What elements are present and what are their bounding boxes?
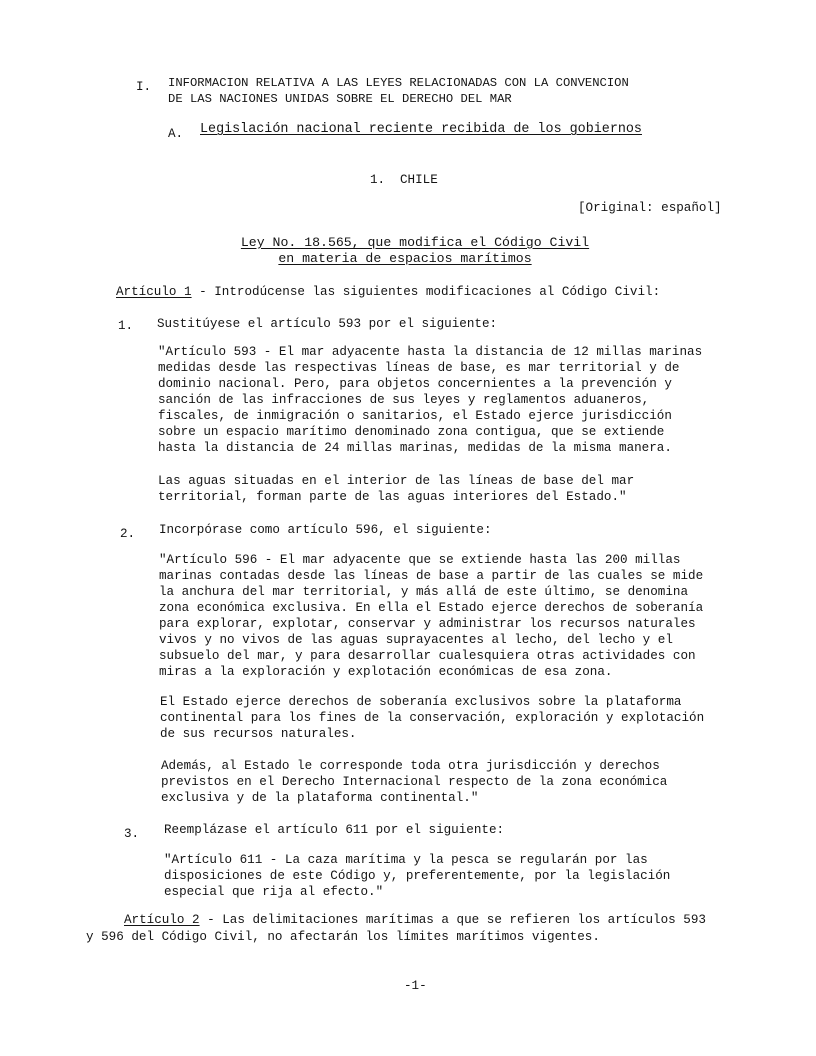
item-1-quote-line: sobre un espacio marítimo denominado zona contigua, que se extiende	[158, 425, 665, 439]
item-2-para3-line: previstos en el Derecho Internacional respecto de la zona económica	[161, 775, 668, 789]
item-3-quote-line: disposiciones de este Código y, preferentemente, por la legislación	[164, 869, 671, 883]
item-1-quote-line: medidas desde las respectivas líneas de base, es mar territorial y de	[158, 361, 680, 375]
item-2-heading: Incorpórase como artículo 596, el siguiente:	[159, 523, 492, 537]
item-1-quote-line: dominio nacional. Pero, para objetos concernientes a la prevención y	[158, 377, 672, 391]
item-1-quote-line: sanción de las infracciones de sus leyes y reglamentos aduaneros,	[158, 393, 650, 407]
article-2-label: Artículo 2	[124, 913, 200, 927]
article-2-text: - Las delimitaciones marítimas a que se refieren los artículos 593	[199, 913, 706, 927]
item-2-quote-line: para explorar, explotar, conservar y administrar los recursos naturales	[159, 617, 696, 631]
item-1-quote-line: fiscales, de inmigración o sanitarios, el Estado ejerce jurisdicción	[158, 409, 672, 423]
country-number: 1.	[370, 173, 386, 187]
item-1-para2-line: territorial, forman parte de las aguas interiores del Estado."	[158, 490, 627, 504]
section-title-line-2: DE LAS NACIONES UNIDAS SOBRE EL DERECHO DEL MAR	[168, 92, 512, 106]
item-2-quote-line: subsuelo del mar, y para desarrollar cualesquiera otras actividades con	[159, 649, 696, 663]
item-3-quote-line: especial que rija al efecto."	[164, 885, 384, 899]
item-2-para2-line: continental para los fines de la conservación, exploración y explotación	[160, 711, 705, 725]
item-1-heading: Sustitúyese el artículo 593 por el siguiente:	[157, 317, 498, 331]
item-1-number: 1.	[118, 319, 134, 333]
item-1-para2-line: Las aguas situadas en el interior de las líneas de base del mar	[158, 474, 635, 488]
subsection-letter: A.	[168, 127, 184, 141]
item-1-quote-line: "Artículo 593 - El mar adyacente hasta la distancia de 12 millas marinas	[158, 345, 703, 359]
item-3-quote-line: "Artículo 611 - La caza marítima y la pesca se regularán por las	[164, 853, 648, 867]
item-2-para2-line: El Estado ejerce derechos de soberanía exclusivos sobre la plataforma	[160, 695, 682, 709]
subsection-title: Legislación nacional reciente recibida de los gobiernos	[200, 122, 642, 137]
item-2-para3-line: Además, al Estado le corresponde toda otra jurisdicción y derechos	[161, 759, 660, 773]
item-2-quote-line: zona económica exclusiva. En ella el Estado ejerce derechos de soberanía	[159, 601, 704, 615]
article-1-label: Artículo 1	[116, 285, 192, 299]
page-number: -1-	[404, 979, 427, 993]
section-title-line-1: INFORMACION RELATIVA A LAS LEYES RELACIONADAS CON LA CONVENCION	[168, 76, 629, 90]
original-language-note: [Original: español]	[578, 201, 722, 215]
item-2-quote-line: vivos y no vivos de las aguas suprayacentes al lecho, del lecho y el	[159, 633, 673, 647]
item-2-quote-line: miras a la exploración y explotación económicas de esa zona.	[159, 665, 613, 679]
item-1-quote-line: hasta la distancia de 24 millas marinas, medidas de la misma manera.	[158, 441, 672, 455]
item-2-para2-line: de sus recursos naturales.	[160, 727, 357, 741]
article-1-line	[116, 284, 660, 300]
law-title-line-2: en materia de espacios marítimos	[278, 251, 532, 266]
article-2-line-2: y 596 del Código Civil, no afectarán los límites marítimos vigentes.	[86, 930, 600, 944]
item-2-para3-line: exclusiva y de la plataforma continental."	[161, 791, 479, 805]
section-number: I.	[136, 80, 152, 94]
article-1-intro: - Introdúcense las siguientes modificaciones al Código Civil:	[191, 285, 661, 299]
law-title-line-1: Ley No. 18.565, que modifica el Código Civil	[240, 235, 590, 250]
article-2-line-1	[124, 912, 706, 928]
item-3-heading: Reemplázase el artículo 611 por el siguiente:	[164, 823, 505, 837]
item-2-quote-line: "Artículo 596 - El mar adyacente que se extiende hasta las 200 millas	[159, 553, 681, 567]
country-name: CHILE	[400, 173, 438, 187]
item-2-quote-line: la anchura del mar territorial, y más allá de este último, se denomina	[159, 585, 689, 599]
item-2-number: 2.	[120, 527, 136, 541]
item-3-number: 3.	[124, 827, 140, 841]
item-2-quote-line: marinas contadas desde las líneas de base a partir de las cuales se mide	[159, 569, 704, 583]
